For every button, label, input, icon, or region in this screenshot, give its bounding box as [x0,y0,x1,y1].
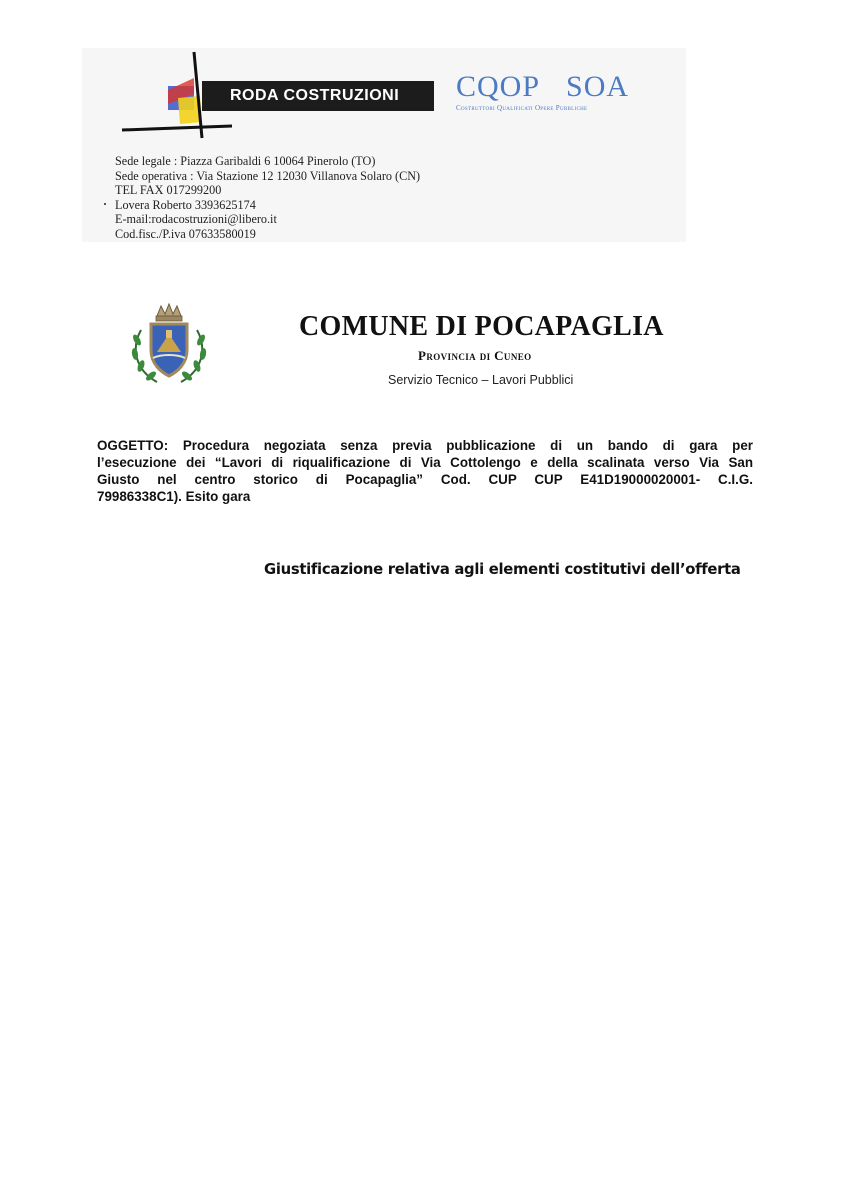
cqop-soa-logo [456,72,656,132]
provincia-subtitle: Provincia di Cuneo [418,348,532,363]
oggetto-paragraph [97,437,753,505]
address-line-sede-operativa: Sede operativa : Via Stazione 12 12030 Villanova Solaro (CN) [115,168,421,183]
address-line-sede-legale: Sede legale : Piazza Garibaldi 6 10064 Pinerolo (TO) [115,154,376,168]
company-letterhead [82,48,686,242]
address-line-tel-fax: TEL FAX 017299200 [115,183,222,198]
coat-of-arms-icon [127,300,211,386]
servizio-subtitle: Servizio Tecnico – Lavori Pubblici [388,373,574,387]
oggetto-line: Giusto nel centro storico di Pocapaglia” Cod. CUP CUP E41D19000020001- C.I.G. [97,472,753,487]
giustificazione-heading: Giustificazione relativa agli elementi costitutivi dell’offerta [264,561,741,578]
cqop-logo-subtitle: Costruttori Qualificati Opere Pubbliche [456,104,588,112]
oggetto-line: l’esecuzione dei “Lavori di riqualificazione di Via Cottolengo e della scalinata verso Via San [97,455,753,470]
company-address-block [115,154,475,242]
soa-logo-text: SOA [566,70,630,103]
address-line-contact: Lovera Roberto 3393625174 [115,197,256,212]
cqop-logo-text: CQOP [456,70,541,103]
address-line-codfisc: Cod.fisc./P.iva 07633580019 [115,226,256,241]
company-name-bar: RODA COSTRUZIONI [202,81,434,111]
oggetto-line: 79986338C1). Esito gara [97,489,251,504]
address-line-email: E-mail:rodacostruzioni@libero.it [115,212,277,227]
oggetto-line: OGGETTO: Procedura negoziata senza previa pubblicazione di un bando di gara per [97,438,753,453]
comune-title: COMUNE DI POCAPAGLIA [299,311,664,342]
scan-speck [104,203,106,205]
